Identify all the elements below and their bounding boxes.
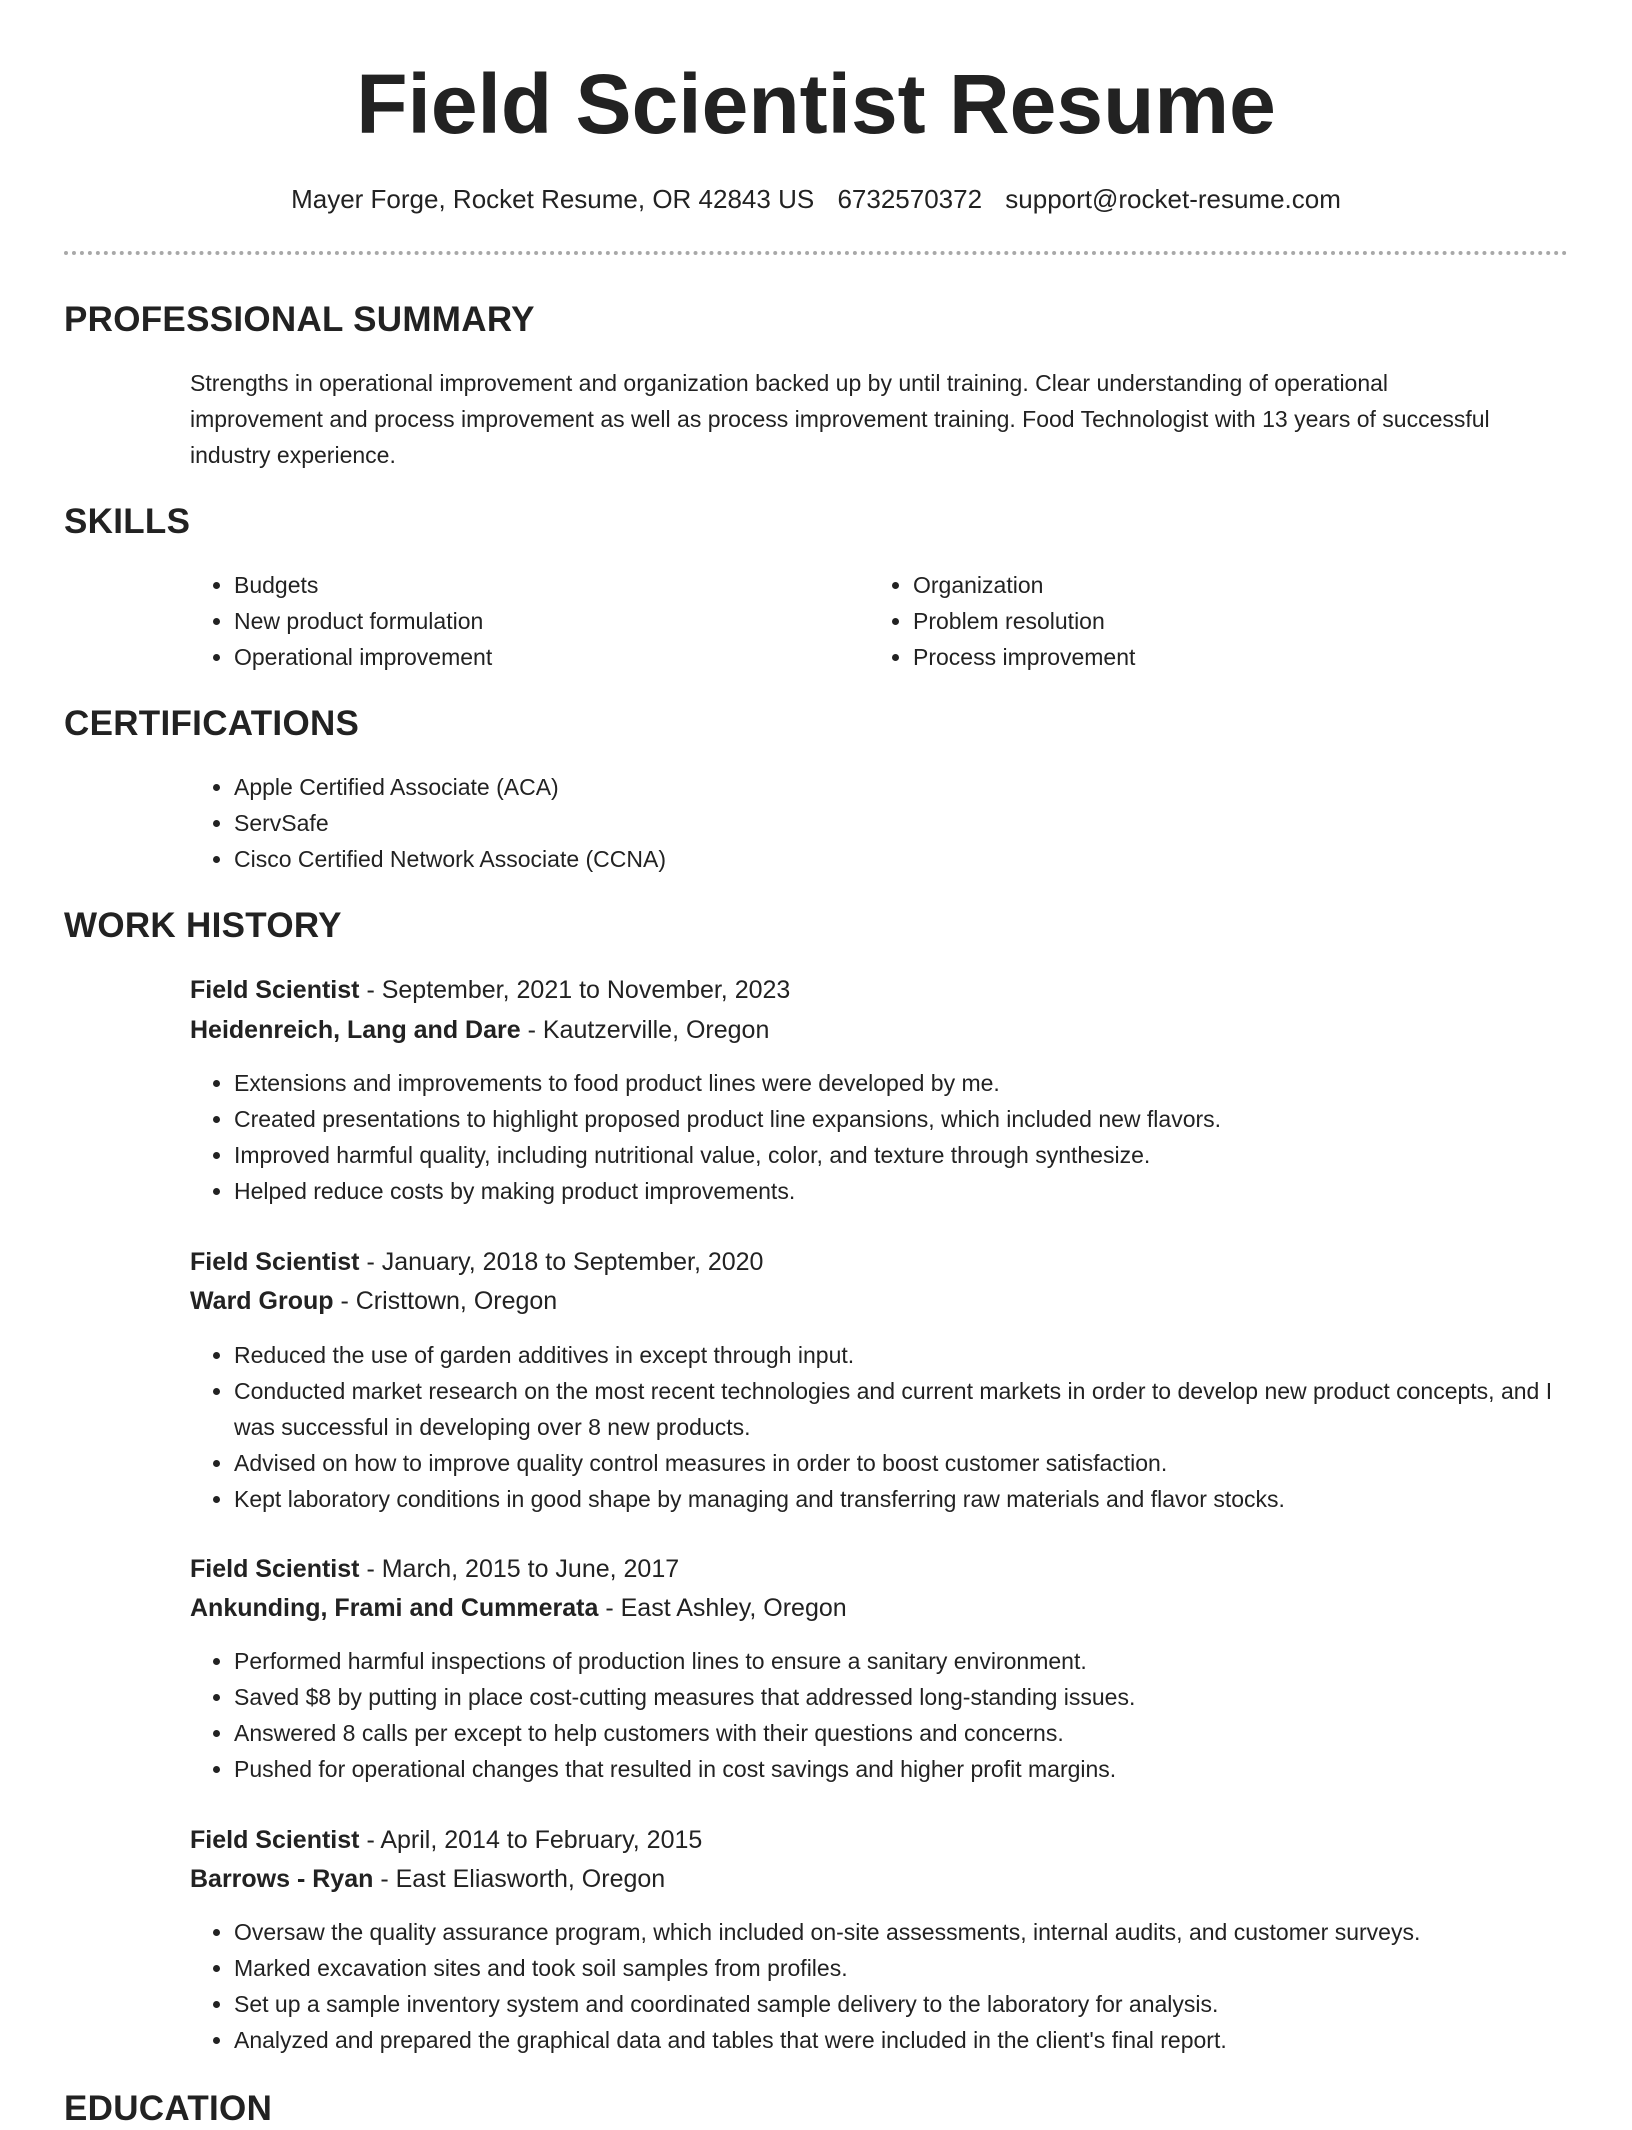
contact-phone: 6732570372 (837, 184, 983, 214)
skills-list-left (190, 567, 492, 675)
job-location: - Kautzerville, Oregon (527, 1016, 770, 1044)
education-heading: EDUCATION (64, 2089, 273, 2128)
job-title-line (190, 972, 790, 1008)
skill-item: • Problem resolution (913, 603, 1135, 639)
certification-item: • Apple Certified Associate (ACA) (234, 769, 666, 805)
job-bullet: • Improved harmful quality, including nutritional value, color, and texture through synthesize. (234, 1137, 1574, 1173)
summary-heading: PROFESSIONAL SUMMARY (64, 300, 535, 339)
job-bullet: • Helped reduce costs by making product improvements. (234, 1173, 1574, 1209)
job-company: Ward Group (190, 1287, 334, 1315)
certification-item: • Cisco Certified Network Associate (CCNA) (234, 841, 666, 877)
job-title: Field Scientist (190, 1248, 360, 1276)
skill-item: • Operational improvement (234, 639, 492, 675)
job-bullets (190, 1337, 1574, 1517)
job-bullet: • Marked excavation sites and took soil samples from profiles. (234, 1950, 1614, 1986)
job-company-line (190, 1012, 769, 1048)
job-bullet: • Conducted market research on the most recent technologies and current markets in order to develop new product concepts, and I was successful in developing over 8 new products. (234, 1373, 1574, 1445)
summary-text: Strengths in operational improvement and organization backed up by until training. Clear understanding of operational improvement and process improvement as well as process improvement training. Food Technologist with 13 years of successful industry experience. (190, 370, 1490, 468)
job-company-line (190, 1590, 847, 1626)
job-bullets (190, 1914, 1614, 2058)
job-bullet: • Set up a sample inventory system and coordinated sample delivery to the laboratory for analysis. (234, 1986, 1614, 2022)
job-bullet: • Pushed for operational changes that resulted in cost savings and higher profit margins. (234, 1751, 1574, 1787)
job-bullets (190, 1643, 1574, 1787)
skill-item: • Budgets (234, 567, 492, 603)
job-company-line (190, 1861, 665, 1897)
job-title: Field Scientist (190, 1826, 360, 1854)
job-dates: - April, 2014 to February, 2015 (366, 1826, 703, 1854)
job-bullets (190, 1065, 1574, 1209)
contact-email: support@rocket-resume.com (1005, 184, 1341, 214)
job-company: Ankunding, Frami and Cummerata (190, 1594, 599, 1622)
job-company-line (190, 1283, 557, 1319)
job-bullet: • Performed harmful inspections of production lines to ensure a sanitary environment. (234, 1643, 1574, 1679)
job-dates: - March, 2015 to June, 2017 (366, 1555, 680, 1583)
contact-line (0, 182, 1632, 216)
job-bullet: • Analyzed and prepared the graphical data and tables that were included in the client's final report. (234, 2022, 1614, 2058)
job-dates: - January, 2018 to September, 2020 (366, 1248, 764, 1276)
job-location: - Cristtown, Oregon (340, 1287, 558, 1315)
contact-address: Mayer Forge, Rocket Resume, OR 42843 US (291, 184, 815, 214)
job-bullet: • Answered 8 calls per except to help customers with their questions and concerns. (234, 1715, 1574, 1751)
job-title: Field Scientist (190, 976, 360, 1004)
job-title-line (190, 1244, 763, 1280)
job-bullet: • Reduced the use of garden additives in except through input. (234, 1337, 1574, 1373)
job-bullet: • Extensions and improvements to food product lines were developed by me. (234, 1065, 1574, 1101)
skills-heading: SKILLS (64, 502, 191, 541)
certification-item: • ServSafe (234, 805, 666, 841)
job-location: - East Eliasworth, Oregon (380, 1865, 666, 1893)
job-bullet: • Saved $8 by putting in place cost-cutting measures that addressed long-standing issues. (234, 1679, 1574, 1715)
job-bullet: • Kept laboratory conditions in good shape by managing and transferring raw materials and flavor stocks. (234, 1481, 1574, 1517)
job-title: Field Scientist (190, 1555, 360, 1583)
work-history-heading: WORK HISTORY (64, 906, 342, 945)
job-company: Barrows - Ryan (190, 1865, 374, 1893)
job-title-line (190, 1822, 702, 1858)
skill-item: • New product formulation (234, 603, 492, 639)
job-location: - East Ashley, Oregon (605, 1594, 847, 1622)
job-dates: - September, 2021 to November, 2023 (366, 976, 791, 1004)
job-bullet: • Advised on how to improve quality control measures in order to boost customer satisfaction. (234, 1445, 1574, 1481)
job-company: Heidenreich, Lang and Dare (190, 1016, 521, 1044)
job-bullet: • Created presentations to highlight proposed product line expansions, which included new flavors. (234, 1101, 1574, 1137)
job-title-line (190, 1551, 679, 1587)
resume-title: Field Scientist Resume (356, 57, 1276, 151)
certifications-heading: CERTIFICATIONS (64, 704, 360, 743)
job-bullet: • Oversaw the quality assurance program, which included on-site assessments, internal audits, and customer surveys. (234, 1914, 1614, 1950)
skill-item: • Process improvement (913, 639, 1135, 675)
header-divider (64, 251, 1568, 255)
skill-item: • Organization (913, 567, 1135, 603)
certifications-list (190, 769, 666, 877)
skills-list-right (869, 567, 1135, 675)
